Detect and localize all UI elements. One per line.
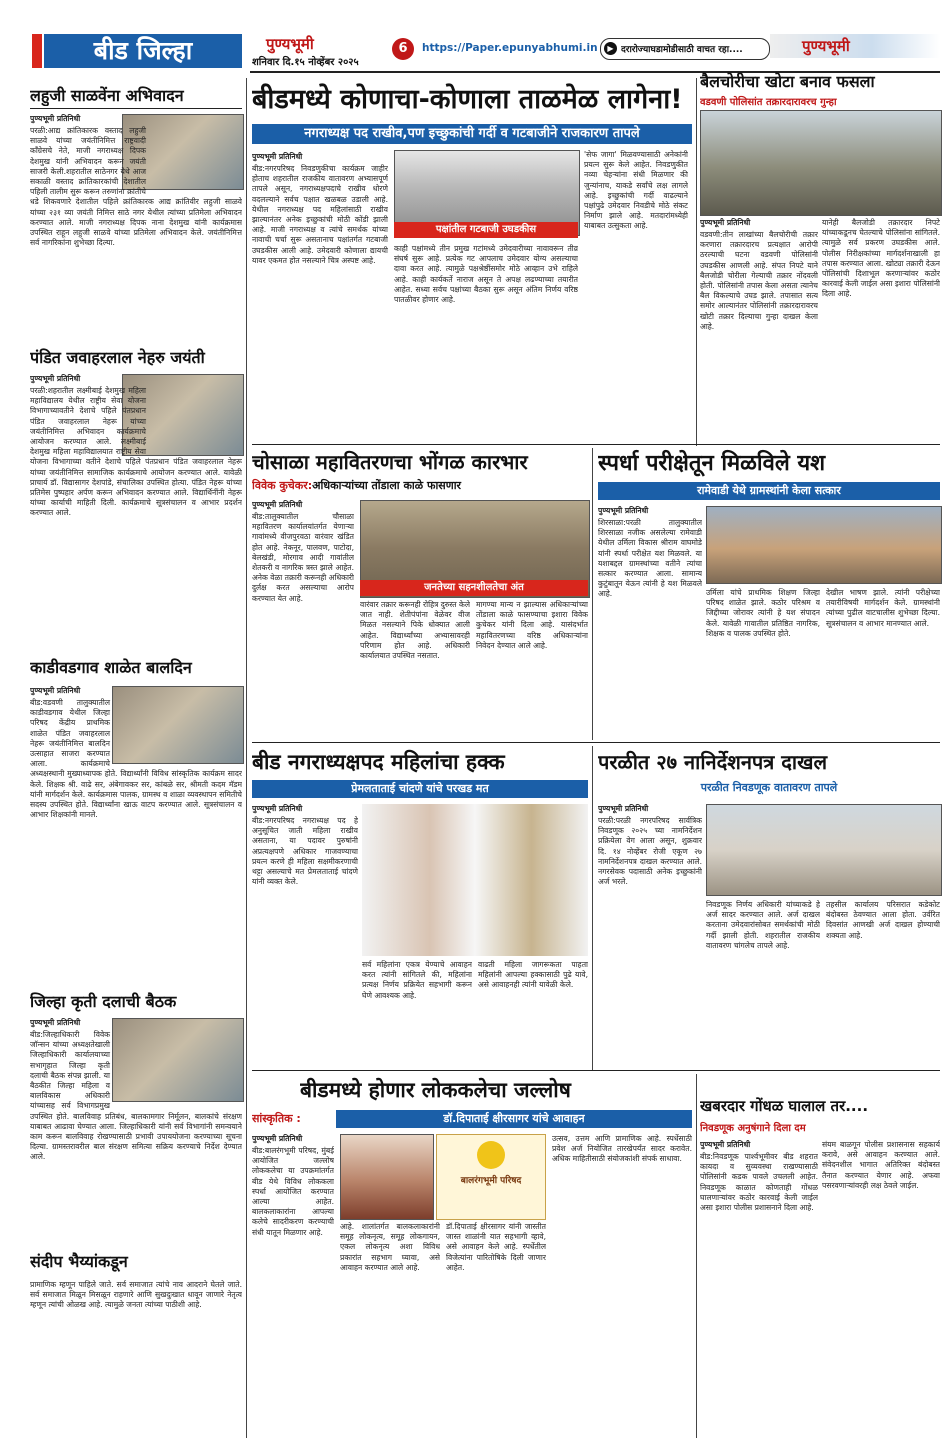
divider (252, 742, 940, 743)
beed-women-column-1: बीड:नगरपरिषद नगराध्यक्ष पद हे अनुसूचित जाती महिला राखीव असताना, या पदावर पुरुषांनी अप्रत्यक्षपणे अधिकार गाजवण्याचा प्रयत्न करणे ही महिला सक्षमीकरणाची थट्टा असल्याचे मत प्रेमलताताई चांदणे यांनी व्यक्त केले. (252, 816, 358, 887)
gondhal-column-1: बीड:निवडणूक पार्श्वभूमीवर बीड शहरात कायदा व सुव्यवस्था राखण्यासाठी पोलिसांनी कडक पावले उचलली आहेत. निवडणूक काळात कोणताही गोंधळ घालणाऱ्यांवर कठोर कारवाई केली जाईल असा इशारा पोलीस प्रशासनाने दिला आहे. (700, 1152, 818, 1213)
sub-chosala: विवेक कुचेकर:अधिकाऱ्यांच्या तोंडाला काळे फासणार (252, 479, 462, 492)
lokkala-column-1: बीड:बालरंगभूमी परिषद, मुंबई आयोजित जल्लोष लोककलेचा या उपक्रमांतर्गत बीड येथे विविध लोककला स्पर्धा आयोजित करण्यात आल्या आहेत. बालकलाकारांना आपल्या कलेचे सादरीकरण करण्याची संधी यातून मिळणार आहे. (252, 1146, 334, 1237)
byline: पुण्यभूमी प्रतिनिधी (700, 218, 751, 227)
lead-column-2: काही पक्षांमध्ये तीन प्रमुख गटांमध्ये उमेदवारीच्या नावावरून तीव्र संघर्ष सुरू आहे. प्रत्येक गट आपलाच उमेदवार योग्य असल्याचा दावा करत आहे. त्यामुळे पक्षश्रेष्ठींसमोर मोठे आव्हान उभे राहिले आहे. काही कार्यकर्ते नाराज असून ते अपक्ष लढण्याच्या तयारीत आहेत. सध्या सर्वच पक्षांच्या बैठका सुरू असून अंतिम निर्णय वरिष्ठ पातळीवर होणार आहे. (394, 244, 578, 305)
column-divider (696, 1074, 697, 1438)
page-number: 6 (392, 38, 414, 60)
column-divider (592, 746, 593, 1070)
headline-beed-women: बीड नगराध्यक्षपद महिलांचा हक्क (252, 750, 505, 774)
headline-lahuji: लहुजी साळवेंना अभिवादन (30, 86, 184, 105)
column-divider (246, 78, 247, 1438)
balrangbhoomi-badge: बालरंगभूमी परिषद (436, 1134, 546, 1220)
lead-headline: बीडमध्ये कोणाचा-कोणाला ताळमेळ लागेना! (252, 84, 683, 115)
article-krutidal: बीड:जिल्हाधिकारी विवेक जॉन्सन यांच्या अध्यक्षतेखाली जिल्हाधिकारी कार्यालयाच्या सभागृहात जिल्हा कृती दलाची बैठक संपन्न झाली. या बैठकीत जिल्हा महिला व बालविकास अधिकारी यांच्यासह सर्व विभागप्रमुख उपस्थित होते. बालविवाह प्रतिबंध, बालकामगार निर्मूलन, बालकांचे संरक्षण याबाबत आढावा घेण्यात आला. जिल्हाधिकारी यांनी सर्व विभागांनी समन्वयाने काम करून बालविवाह रोखण्यासाठी प्रभावी उपाययोजना करण्याच्या सूचना दिल्या. ग्रामस्तरावरील बाल संरक्षण समित्या सक्रिय करण्याचे निर्देश देण्यात आले. (30, 1030, 242, 1162)
epaper-url[interactable]: https://Paper.epunyabhumi.in (422, 42, 598, 54)
headline-sandip: संदीप भैय्यांकडून (30, 1252, 128, 1271)
spardha-column-2: उर्मिला यांचे प्राथमिक शिक्षण जिल्हा परिषद शाळेत झाले. कठोर परिश्रम व जिद्दीच्या जोरावर त्यांनी हे यश संपादन केले. यावेळी गावातील प्रतिष्ठित नागरिक, शिक्षक व पालक उपस्थित होते. (706, 588, 820, 638)
article-nehru: परळी:शहरातील लक्ष्मीबाई देशमुख महिला महाविद्यालय येथील राष्ट्रीय सेवा योजना विभागाच्यावतीने देशाचे पहिले पंतप्रधान पंडित जवाहरलाल नेहरू यांच्या जयंतीनिमित्त अभिवादन कार्यक्रमाचे आयोजन करण्यात आले. लक्ष्मीबाई देशमुख महिला महाविद्यालयात राष्ट्रीय सेवा योजना विभागाच्या वतीने देशाचे पहिले पंतप्रधान पंडित जवाहरलाल नेहरू यांच्या जयंतीनिमित्त सामाजिक कार्यक्रमाचे आयोजन करण्यात आले. यावेळी प्राचार्य डॉ. विद्यासागर देशपांडे, संचालिका उपस्थित होत्या. पंडित नेहरू यांच्या प्रतिमेस पुष्पहार अर्पण करून अभिवादन करण्यात आले. विद्यार्थिनींनी नेहरू यांच्या कार्याची माहिती दिली. कार्यक्रमाचे सूत्रसंचालन व आभार प्रदर्शन करण्यात आले. (30, 386, 242, 518)
article-baldin: बीड:वडवणी तालुक्यातील काडीवडगाव येथील जिल्हा परिषद केंद्रीय प्राथमिक शाळेत पंडित जवाहरलाल नेहरू जयंतीनिमित्त बालदिन उत्साहात साजरा करण्यात आला. कार्यक्रमाचे अध्यक्षस्थानी मुख्याध्यापक होते. विद्यार्थ्यांनी विविध सांस्कृतिक कार्यक्रम सादर केले. शिक्षक श्री. वाढे सर, अंबेगावकर सर, कांबळे सर, श्रीमती कदम मॅडम यांनी मार्गदर्शन केले. कार्यक्रमास पालक, ग्रामस्थ व शाळा व्यवस्थापन समितीचे सदस्य उपस्थित होते. विद्यार्थ्यांना खाऊ वाटप करण्यात आले. सूत्रसंचालन व आभार शिक्षकांनी मानले. (30, 698, 242, 820)
lokkala-column-4: उत्सव, उत्तम आणि प्रामाणिक आहे. स्पर्धेसाठी प्रवेश अर्ज नियोजित तारखेपर्यंत सादर करावेत. अधिक माहितीसाठी संयोजकांशी संपर्क साधावा. (552, 1134, 692, 1164)
lead-subhead: नगराध्यक्ष पद राखीव,पण इच्छुकांची गर्दी व गटबाजीने राजकारण तापले (252, 124, 692, 144)
article-sandip: प्रामाणिक म्हणून पाहिले जाते. सर्व समाजात त्यांचे नाव आदराने घेतले जाते. सर्व समाजात मिळून मिसळून राहणारे आणि सुखदुःखात धावून जाणारे नेतृत्व म्हणून त्यांची ओळख आहे. त्यामुळे जनता त्यांच्या पाठीशी आहे. (30, 1280, 242, 1310)
nominations-column-2: निवडणूक निर्णय अधिकारी यांच्याकडे हे अर्ज सादर करण्यात आले. अर्ज दाखल करताना उमेदवारांसोबत समर्थकांची मोठी गर्दी झाली होती. शहरातील राजकीय वातावरण चांगलेच तापले आहे. (706, 900, 820, 950)
byline: पुण्यभूमी प्रतिनिधी (30, 1018, 81, 1027)
byline: पुण्यभूमी प्रतिनिधी (598, 506, 649, 515)
headline-gondhal: खबरदार गोंधळ घालाल तर.... (700, 1097, 869, 1115)
chosala-column-2: वारंवार तक्रार करूनही रोहित्र दुरुस्त केले जात नाही. शेतीपंपांना वेळेवर वीज मिळत नसल्याने पिके धोक्यात आली आहेत. विद्यार्थ्यांच्या अभ्यासावरही परिणाम होत आहे. अधिकारी कार्यालयात उपस्थित नसतात. (360, 600, 470, 661)
nominations-column-1: परळी:परळी नगरपरिषद सार्वत्रिक निवडणूक २०२५ च्या नामनिर्देशन प्रक्रियेला वेग आला असून, शुक्रवार दि. १४ नोव्हेंबर रोजी एकूण २७ नामनिर्देशनपत्र दाखल करण्यात आले. नगरसेवक पदासाठी अनेक इच्छुकांनी अर्ज भरले. (598, 816, 702, 887)
chosala-column-1: बीड:तालुक्यातील चौसाळा महावितरण कार्यालयांतर्गत येणाऱ्या गावांमध्ये वीजपुरवठा वारंवार खंडित होत आहे. नेकनूर, पालवण, पाटोदा, बेलखंडी, मोरगाव आदी गावांतील शेतकरी व नागरिक त्रस्त झाले आहेत. अनेक वेळा तक्रारी करूनही अधिकारी दुर्लक्ष करत असल्याचा आरोप करण्यात येत आहे. (252, 512, 354, 603)
spardha-column-1: शिरसाळा:परळी तालुक्यातील शिरसाळा नजीक असलेल्या रामेवाडी येथील उर्मिला विकास श्रीराम वाघमोडे यांनी स्पर्धा परीक्षेत यश मिळवले. या यशाबद्दल ग्रामस्थांच्या वतीने त्यांचा सत्कार करण्यात आला. सामान्य कुटुंबातून येऊन त्यांनी हे यश मिळवले आहे. (598, 518, 702, 599)
byline: पुण्यभूमी प्रतिनिधी (252, 500, 303, 509)
byline: पुण्यभूमी प्रतिनिधी (598, 804, 649, 813)
play-icon: ▶ (604, 42, 617, 55)
issue-date: शनिवार दि.१५ नोव्हेंबर २०२५ (252, 57, 359, 68)
sub-nominations: परळीत निवडणूक वातावरण तापले (700, 781, 838, 794)
divider (252, 1070, 940, 1071)
byline: पुण्यभूमी प्रतिनिधी (30, 686, 81, 695)
photo-candidates (362, 804, 588, 956)
headline-lokkala: बीडमध्ये होणार लोककलेचा जल्लोष (300, 1078, 571, 1102)
nominations-column-3: तहसील कार्यालय परिसरात कडेकोट बंदोबस्त ठेवण्यात आला होता. उर्वरित दिवसांत आणखी अर्ज दाखल होण्याची शक्यता आहे. (826, 900, 940, 940)
lead-column-3: 'सेफ जागा' मिळवण्यासाठी अनेकांनी प्रयत्न सुरू केले आहेत. निवडणुकीत नव्या चेहऱ्यांना संधी मिळणार की जुन्यांनाच, याकडे सर्वांचे लक्ष लागले आहे. इच्छुकांची गर्दी वाढल्याने पक्षांपुढे उमेदवार निवडीचे मोठे संकट निर्माण झाले आहे. मतदारांमध्येही याबाबत उत्सुकता आहे. (584, 150, 688, 231)
photo-felicitation (706, 506, 942, 584)
chosala-photo-caption: जनतेच्या सहनशीलतेचा अंत (360, 580, 588, 596)
headline-chosala: चोसाळा महावितरणचा भोंगळ कारभार (252, 450, 528, 474)
column-divider (696, 78, 697, 446)
lead-column-1: बीड:नगरपरिषद निवडणुकीचा कार्यक्रम जाहीर होताच शहरातील राजकीय वातावरण अभ्यासपूर्ण तापले असून, नगराध्यक्षपदाचे राखीव धोरणे वदलल्याने सर्वच पक्षात खळबळ उडाली आहे. येथील नगराध्यक्ष पद महिलांसाठी राखीव झाल्यानंतर अनेक इच्छुकांची मोठी कोंडी झाली आहे. माजी नगराध्यक्ष व त्यांचे समर्थक यांच्या नावाची चर्चा सुरू असतानाच पक्षांतर्गत गटबाजी उघडकीस आली आहे. उमेदवारी कोणाला द्यायची यावर एकमत होत नसल्याने चित्र अस्पष्ट आहे. (252, 164, 388, 265)
article-lahuji: परळी:आद्य क्रांतिकारक वस्ताद लहुजी साळवे यांच्या जयंतीनिमित्त राष्ट्रवादी काँग्रेसचे नेते, माजी नगराध्यक्ष दिपक देशमुख यांनी अभिवादन करून जयंती साजरी केली.शहरातील साठेनगर येथे आज सकाळी वस्ताद क्रांतिकारकांची देशातील पहिली तालीम सुरू करून तरुणांना क्रांतीचे धडे शिकवणारे देशातील पहिले क्रांतिकारक आद्य क्रांतिवीर लहुजी साळवे यांच्या २३१ व्या जयंती निमित्त साठे नगर येथील त्यांच्या प्रतिमेला अभिवादन करण्यात आले. माजी नगराध्यक्ष दिपक नाना देशमुख यांनी कार्यक्रमास उपस्थित राहून लहुजी साळवे यांच्या प्रतिमेला अभिवादन केले. जयंतीनिमित्त सर्व नागरिकांना शुभेच्छा दिल्या. (30, 126, 242, 248)
spardha-column-3: देखील भाषण झाले. त्यांनी परीक्षेच्या तयारीविषयी मार्गदर्शन केले. ग्रामस्थांनी त्यांच्या पुढील वाटचालीस शुभेच्छा दिल्या. सूत्रसंचालन व आभार मानण्यात आले. (826, 588, 940, 628)
brand-logo: पुण्यभूमी (266, 35, 314, 53)
headline-spardha: स्पर्धा परीक्षेतून मिळविले यश (598, 451, 826, 476)
ticker: ▶ दरारोज्याघडामोडीसाठी वाचत रहा.... (600, 38, 770, 60)
brand-logo-right: पुण्यभूमी (802, 37, 850, 55)
section-flag (32, 34, 42, 68)
bailchori-column-1: वडवणी:तीन लाखांच्या बैलचोरीची तक्रार करणारा तक्रारदारच प्रत्यक्षात आरोपी ठरल्याची घटना वडवणी पोलिसांनी उघडकीस आणली आहे. संपत निपटे याने बैलजोडी चोरीला गेल्याची तक्रार नोंदवली होती. पोलिसांनी तपास केला असता त्यानेच बैल विकल्याचे उघड झाले. तपासात सत्य समोर आल्यानंतर पोलिसांनी तक्रारदारावरच खोटी तक्रार दिल्याचा गुन्हा दाखल केला आहे. (700, 230, 818, 331)
sub-spardha: रामेवाडी येथे ग्रामस्थांनी केला सत्कार (598, 482, 940, 500)
byline: पुण्यभूमी प्रतिनिधी (30, 374, 81, 383)
photo-police (700, 110, 942, 216)
photo-tahsil-office (706, 804, 942, 896)
headline-nominations: परळीत २७ नानिर्देशनपत्र दाखल (598, 750, 828, 774)
byline: पुण्यभूमी प्रतिनिधी (252, 1134, 303, 1143)
headline-baldin: काडीवडगाव शाळेत बालदिन (30, 658, 192, 677)
bailchori-column-2: यानेही बैलजोडी तक्रारदार निपटे यांच्याकडूनच घेतल्याचे पोलिसांना सांगितले. त्यामुळे सर्व प्रकरण उघडकीस आले. पोलीस निरीक्षकांच्या मार्गदर्शनाखाली हा तपास करण्यात आला. खोट्या तक्रारी देऊन पोलिसांची दिशाभूल करणाऱ्यांवर कठोर कारवाई केली जाईल असा इशारा पोलिसांनी दिला आहे. (822, 218, 940, 299)
lokkala-column-3: डॉ.दिपाताई क्षीरसागर यांनी जास्तीत जास्त शाळांनी यात सहभागी व्हावे, असे आवाहन केले आहे. स्पर्धेतील विजेत्यांना पारितोषिके दिली जाणार आहेत. (446, 1222, 546, 1272)
headline-krutidal: जिल्हा कृती दलाची बैठक (30, 992, 177, 1011)
sub-gondhal: निवडणूक अनुषंगाने दिला दम (700, 1123, 806, 1134)
sub-bailchori: वडवणी पोलिसांत तक्रारदारावरच गुन्हा (700, 97, 837, 108)
lead-photo-caption: पक्षांतील गटबाजी उघडकीस (394, 222, 578, 238)
beed-women-column-3: वाढती महिला जागरूकता पाहता महिलांनी आपल्या हक्कासाठी पुढे यावे, असे आवाहनही त्यांनी यावेळी केले. (478, 960, 588, 990)
divider (252, 444, 940, 445)
chosala-column-3: मागण्या मान्य न झाल्यास अधिकाऱ्यांच्या तोंडाला काळे फासण्याचा इशारा विवेक कुचेकर यांनी दिला आहे. यासंदर्भात महावितरणच्या वरिष्ठ अधिकाऱ्यांना निवेदन देण्यात आले आहे. (476, 600, 588, 650)
divider (30, 108, 242, 109)
gondhal-column-2: संयम बाळगून पोलीस प्रशासनास सहकार्य करावे, असे आवाहन करण्यात आले. संवेदनशील भागात अतिरिक्त बंदोबस्त तैनात करण्यात येणार आहे. अफवा पसरवणाऱ्यांवरही लक्ष ठेवले जाईल. (822, 1140, 940, 1190)
masthead (0, 0, 945, 74)
headline-nehru: पंडित जवाहरलाल नेहरु जयंती (30, 348, 205, 367)
byline: पुण्यभूमी प्रतिनिधी (700, 1140, 751, 1149)
sub-beed-women: प्रेमलताताई चांदणे यांचे परखड मत (252, 780, 588, 798)
sub-lokkala: सांस्कृतिक : डॉ.दिपाताई क्षीरसागर यांचे आवाहन (252, 1110, 692, 1128)
lokkala-column-2: आहे. शालांतर्गत बालकलाकारांनी समूह लोकनृत्य, समूह लोकगायन, एकल लोकनृत्य अशा विविध प्रकारांत सहभाग घ्यावा, असे आवाहन करण्यात आले आहे. (340, 1222, 440, 1272)
byline: पुण्यभूमी प्रतिनिधी (252, 804, 303, 813)
headline-bailchori: बैलचोरीचा खोटा बनाव फसला (700, 72, 875, 91)
brand-banner (770, 34, 940, 58)
section-title: बीड जिल्हा (44, 34, 242, 68)
column-divider (592, 448, 593, 740)
byline: पुण्यभूमी प्रतिनिधी (30, 114, 81, 123)
photo-dipatai (340, 1134, 434, 1220)
byline: पुण्यभूमी प्रतिनिधी (252, 152, 303, 161)
beed-women-column-2: सर्व महिलांना एकत्र येण्याचे आवाहन करत त्यांनी सांगितले की, महिलांना प्रत्यक्ष निर्णय प्रक्रियेत सहभागी करून घेणे आवश्यक आहे. (362, 960, 472, 1000)
mask-icon (477, 1141, 505, 1169)
